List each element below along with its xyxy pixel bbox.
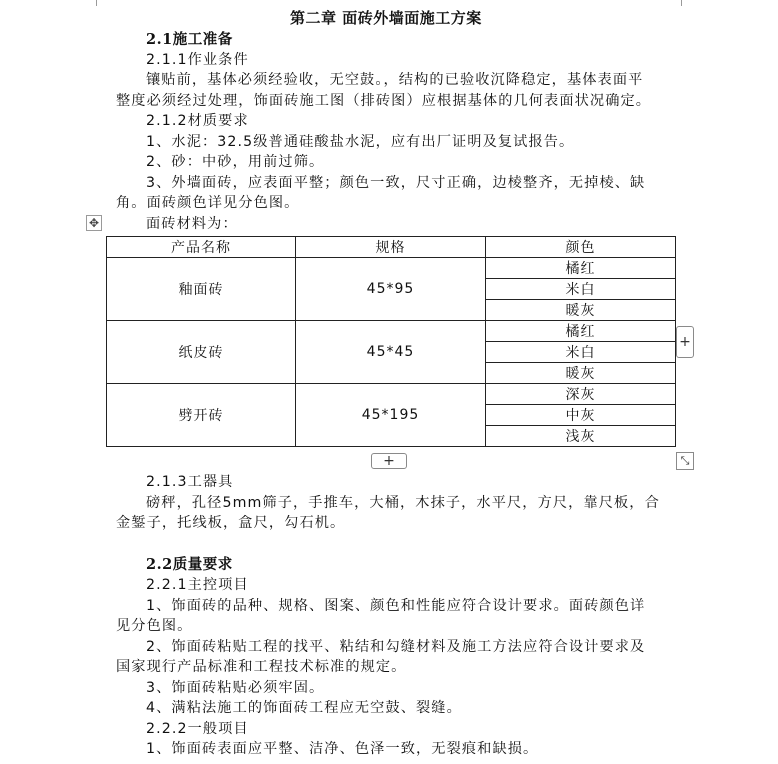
table-header-cell[interactable]: 规格 (296, 237, 486, 258)
paragraph-line: 1、饰面砖的品种、规格、图案、颜色和性能应符合设计要求。面砖颜色详 (146, 598, 646, 614)
color-cell[interactable]: 米白 (486, 342, 676, 363)
section-heading-2-2: 2.2质量要求 (146, 556, 233, 573)
paragraph-line: 国家现行产品标准和工程技术标准的规定。 (116, 659, 407, 675)
table-header-cell[interactable]: 颜色 (486, 237, 676, 258)
paragraph-line: 1、水泥：32.5级普通硅酸盐水泥，应有出厂证明及复试报告。 (146, 134, 575, 150)
paragraph-line: 4、满粘法施工的饰面砖工程应无空鼓、裂缝。 (146, 700, 462, 716)
subsection-heading-2-2-2: 2.2.2一般项目 (146, 721, 249, 737)
table-resize-icon[interactable]: ⤡ (676, 452, 694, 470)
spec-cell[interactable]: 45*195 (296, 384, 486, 447)
page-corner-right (681, 0, 682, 6)
product-name-cell[interactable]: 纸皮砖 (107, 321, 296, 384)
color-cell[interactable]: 橘红 (486, 258, 676, 279)
table-move-handle-icon[interactable]: ✥ (86, 215, 102, 231)
paragraph-line: 镶贴前，基体必须经验收，无空鼓。，结构的已验收沉降稳定，基体表面平 (146, 72, 644, 88)
paragraph-line: 3、外墙面砖，应表面平整；颜色一致，尺寸正确，边棱整齐，无掉棱、缺 (146, 175, 646, 191)
add-column-button[interactable]: + (676, 326, 694, 358)
product-name-cell[interactable]: 劈开砖 (107, 384, 296, 447)
product-name-cell[interactable]: 釉面砖 (107, 258, 296, 321)
subsection-heading-2-2-1: 2.2.1主控项目 (146, 577, 249, 593)
color-cell[interactable]: 中灰 (486, 405, 676, 426)
color-cell[interactable]: 橘红 (486, 321, 676, 342)
paragraph-line: 磅秤，孔径5mm筛子，手推车，大桶，木抹子，水平尺，方尺，靠尺板，合 (146, 495, 660, 511)
material-table (106, 236, 676, 447)
section-heading-2-1: 2.1施工准备 (146, 31, 233, 48)
page-corner-left (96, 0, 97, 6)
paragraph-line: 1、饰面砖表面应平整、洁净、色泽一致，无裂痕和缺损。 (146, 741, 539, 757)
paragraph-line: 角。面砖颜色详见分色图。 (116, 195, 300, 211)
table-row (107, 321, 676, 342)
subsection-heading-2-1-2: 2.1.2材质要求 (146, 113, 249, 129)
paragraph-line: 金錾子，托线板，盒尺，勾石机。 (116, 515, 346, 531)
table-header-row (107, 237, 676, 258)
table-header-cell[interactable]: 产品名称 (107, 237, 296, 258)
paragraph-line: 2、砂：中砂，用前过筛。 (146, 154, 325, 170)
paragraph-line: 3、饰面砖粘贴必须牢固。 (146, 680, 325, 696)
chapter-title: 第二章 面砖外墙面施工方案 (290, 9, 482, 27)
paragraph-line: 见分色图。 (116, 618, 193, 634)
spec-cell[interactable]: 45*95 (296, 258, 486, 321)
table-row (107, 258, 676, 279)
color-cell[interactable]: 暖灰 (486, 363, 676, 384)
table-row (107, 384, 676, 405)
paragraph-line: 2、饰面砖粘贴工程的找平、粘结和勾缝材料及施工方法应符合设计要求及 (146, 639, 646, 655)
spec-cell[interactable]: 45*45 (296, 321, 486, 384)
color-cell[interactable]: 深灰 (486, 384, 676, 405)
color-cell[interactable]: 暖灰 (486, 300, 676, 321)
color-cell[interactable]: 浅灰 (486, 426, 676, 447)
paragraph-line: 整度必须经过处理，饰面砖施工图（排砖图）应根据基体的几何表面状况确定。 (116, 93, 652, 109)
subsection-heading-2-1-3: 2.1.3工器具 (146, 474, 234, 490)
paragraph-line: 面砖材料为： (146, 216, 238, 232)
color-cell[interactable]: 米白 (486, 279, 676, 300)
subsection-heading-2-1-1: 2.1.1作业条件 (146, 52, 249, 68)
add-row-button[interactable]: + (371, 453, 407, 469)
